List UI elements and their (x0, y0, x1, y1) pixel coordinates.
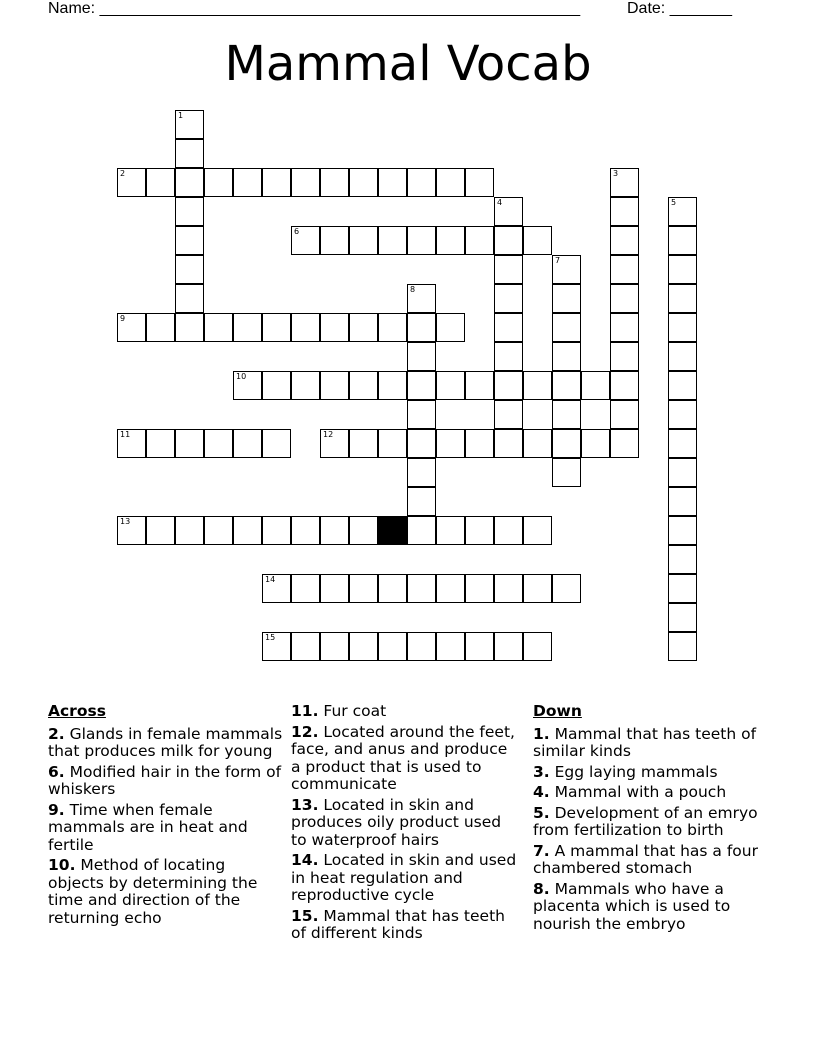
clue-number: 11 (120, 430, 131, 439)
grid-cell[interactable] (668, 429, 697, 458)
grid-cell[interactable] (175, 168, 204, 197)
clue-number: 14 (265, 575, 276, 584)
grid-cell[interactable] (552, 371, 581, 400)
grid-cell[interactable] (175, 110, 204, 139)
grid-cell[interactable] (610, 371, 639, 400)
clue-number: 7 (555, 256, 561, 265)
grid-cell[interactable] (465, 516, 494, 545)
clue-num: 8. (533, 879, 550, 898)
down-clue (533, 764, 768, 782)
grid-cell[interactable] (436, 632, 465, 661)
grid-cell[interactable] (668, 197, 697, 226)
across-clue (48, 857, 283, 927)
grid-cell[interactable] (668, 342, 697, 371)
grid-cell[interactable] (349, 516, 378, 545)
clue-text: Mammals who have a placenta which is used to nourish the embryo (533, 879, 731, 933)
clue-num: 5. (533, 803, 550, 822)
grid-cell[interactable] (262, 168, 291, 197)
clue-number: 13 (120, 517, 131, 526)
clue-num: 10. (48, 856, 76, 874)
grid-cell[interactable] (349, 632, 378, 661)
clue-text: Mammal that has teeth of different kinds (291, 906, 505, 942)
clue-text: Mammal with a pouch (549, 783, 727, 801)
clue-num: 6. (48, 762, 65, 781)
grid-cell[interactable] (117, 429, 146, 458)
grid-cell[interactable] (349, 313, 378, 342)
grid-cell[interactable] (668, 255, 697, 284)
down-clue (533, 881, 768, 934)
grid-cell[interactable] (291, 371, 320, 400)
grid-cell[interactable] (494, 429, 523, 458)
grid-cell[interactable] (668, 313, 697, 342)
across-clue (291, 724, 521, 794)
grid-cell[interactable] (262, 429, 291, 458)
grid-cell[interactable] (610, 168, 639, 197)
grid-cell[interactable] (407, 371, 436, 400)
grid-cell[interactable] (407, 574, 436, 603)
clue-number: 3 (613, 169, 619, 178)
grid-cell[interactable] (378, 574, 407, 603)
grid-cell[interactable] (407, 400, 436, 429)
grid-cell[interactable] (407, 284, 436, 313)
name-field[interactable]: Name: ______________________________________________________ (48, 0, 581, 17)
grid-cell[interactable] (320, 313, 349, 342)
grid-cell[interactable] (436, 574, 465, 603)
grid-cell[interactable] (552, 255, 581, 284)
clue-number: 1 (178, 111, 184, 120)
clue-number: 6 (294, 227, 300, 236)
grid-cell[interactable] (262, 313, 291, 342)
grid-cell[interactable] (523, 429, 552, 458)
clue-number: 15 (265, 633, 276, 642)
grid-cell[interactable] (610, 313, 639, 342)
clue-text: Fur coat (318, 702, 387, 720)
grid-cell[interactable] (407, 458, 436, 487)
clue-num: 14. (291, 851, 319, 869)
grid-cell[interactable] (262, 574, 291, 603)
grid-cell[interactable] (204, 516, 233, 545)
clue-num: 9. (48, 800, 65, 819)
grid-cell[interactable] (204, 313, 233, 342)
grid-cell[interactable] (668, 371, 697, 400)
grid-cell[interactable] (494, 371, 523, 400)
grid-cell[interactable] (233, 371, 262, 400)
grid-cell[interactable] (407, 516, 436, 545)
grid-cell[interactable] (175, 255, 204, 284)
grid-cell[interactable] (349, 574, 378, 603)
grid-cell[interactable] (523, 516, 552, 545)
across-clue (48, 802, 283, 855)
clue-text: Glands in female mammals that produces milk for young (48, 724, 283, 760)
grid-cell[interactable] (494, 400, 523, 429)
grid-cell[interactable] (378, 429, 407, 458)
grid-cell[interactable] (175, 429, 204, 458)
grid-cell[interactable] (262, 516, 291, 545)
grid-cell[interactable] (494, 255, 523, 284)
grid-cell[interactable] (349, 226, 378, 255)
grid-cell[interactable] (378, 371, 407, 400)
grid-cell[interactable] (552, 574, 581, 603)
grid-cell[interactable] (552, 429, 581, 458)
grid-cell[interactable] (117, 516, 146, 545)
down-clue (533, 726, 768, 761)
grid-cell[interactable] (610, 400, 639, 429)
across-clue (291, 908, 521, 943)
grid-cell[interactable] (668, 226, 697, 255)
grid-cell[interactable] (233, 429, 262, 458)
grid-cell[interactable] (291, 226, 320, 255)
across-heading: Across (48, 702, 106, 720)
grid-cell[interactable] (610, 226, 639, 255)
grid-cell[interactable] (610, 342, 639, 371)
grid-cell[interactable] (610, 197, 639, 226)
grid-cell[interactable] (378, 168, 407, 197)
across-clue (48, 726, 283, 761)
grid-cell[interactable] (494, 632, 523, 661)
grid-cell[interactable] (291, 313, 320, 342)
clue-number: 12 (323, 430, 334, 439)
grid-cell[interactable] (204, 429, 233, 458)
grid-cell[interactable] (465, 632, 494, 661)
grid-cell[interactable] (494, 516, 523, 545)
across-clue (48, 764, 283, 799)
grid-cell[interactable] (494, 197, 523, 226)
grid-cell[interactable] (320, 516, 349, 545)
grid-cell[interactable] (291, 574, 320, 603)
grid-cell[interactable] (552, 342, 581, 371)
grid-cell[interactable] (117, 168, 146, 197)
grid-cell[interactable] (436, 168, 465, 197)
across-clue (291, 852, 521, 905)
grid-cell[interactable] (233, 168, 262, 197)
grid-cell[interactable] (320, 168, 349, 197)
grid-cell[interactable] (436, 313, 465, 342)
clues-column-2 (291, 703, 521, 946)
down-clue (533, 805, 768, 840)
grid-cell[interactable] (436, 371, 465, 400)
grid-cell[interactable] (494, 226, 523, 255)
clue-num: 3. (533, 762, 550, 781)
grid-cell[interactable] (233, 313, 262, 342)
grid-cell[interactable] (407, 313, 436, 342)
grid-cell[interactable] (523, 632, 552, 661)
clue-text: Located in skin and used in heat regulation and reproductive cycle (291, 851, 517, 904)
grid-cell[interactable] (668, 400, 697, 429)
clue-text: Mammal that has teeth of similar kinds (533, 724, 757, 760)
grid-cell[interactable] (146, 168, 175, 197)
grid-cell[interactable] (175, 313, 204, 342)
clue-num: 2. (48, 724, 65, 743)
grid-cell[interactable] (117, 313, 146, 342)
grid-cell[interactable] (175, 516, 204, 545)
clue-number: 9 (120, 314, 126, 323)
grid-cell[interactable] (291, 168, 320, 197)
grid-cell[interactable] (407, 487, 436, 516)
grid-cell[interactable] (494, 313, 523, 342)
grid-cell[interactable] (146, 313, 175, 342)
clue-number: 8 (410, 285, 416, 294)
grid-cell[interactable] (407, 226, 436, 255)
grid-cell[interactable] (552, 400, 581, 429)
grid-cell[interactable] (320, 632, 349, 661)
down-clue (533, 843, 768, 878)
grid-cell[interactable] (668, 574, 697, 603)
clues-column-3 (533, 703, 768, 936)
grid-cell[interactable] (175, 226, 204, 255)
clue-text: A mammal that has a four chambered stomach (533, 841, 758, 877)
grid-cell[interactable] (204, 168, 233, 197)
grid-cell[interactable] (407, 342, 436, 371)
clue-num: 15. (291, 906, 319, 925)
grid-cell[interactable] (494, 342, 523, 371)
grid-cell[interactable] (668, 632, 697, 661)
clue-text: Method of locating objects by determining the time and direction of the returning echo (48, 856, 258, 927)
grid-cell[interactable] (552, 458, 581, 487)
clue-num: 12. (291, 722, 319, 741)
grid-cell[interactable] (465, 226, 494, 255)
clue-num: 7. (533, 841, 550, 860)
grid-cell[interactable] (407, 429, 436, 458)
grid-cell[interactable] (146, 429, 175, 458)
grid-cell[interactable] (668, 284, 697, 313)
grid-cell[interactable] (320, 371, 349, 400)
grid-cell[interactable] (523, 574, 552, 603)
grid-cell[interactable] (436, 516, 465, 545)
grid-cell[interactable] (378, 632, 407, 661)
clue-text: Time when female mammals are in heat and fertile (48, 800, 248, 854)
down-heading: Down (533, 702, 582, 720)
grid-cell[interactable] (610, 429, 639, 458)
grid-cell[interactable] (610, 255, 639, 284)
grid-cell[interactable] (610, 284, 639, 313)
down-clue (533, 784, 768, 802)
grid-cell[interactable] (465, 168, 494, 197)
clue-text: Egg laying mammals (549, 762, 718, 781)
grid-cell[interactable] (378, 226, 407, 255)
across-clue (291, 797, 521, 850)
grid-cell[interactable] (668, 603, 697, 632)
page-title: Mammal Vocab (224, 36, 592, 92)
grid-cell[interactable] (320, 226, 349, 255)
grid-cell[interactable] (552, 284, 581, 313)
grid-cell[interactable] (668, 516, 697, 545)
grid-cell[interactable] (175, 197, 204, 226)
grid-cell[interactable] (523, 371, 552, 400)
grid-cell[interactable] (349, 429, 378, 458)
clue-text: Development of an emryo from fertilization to birth (533, 803, 758, 839)
clues-column-1 (48, 703, 283, 930)
clue-number: 2 (120, 169, 126, 178)
clue-number: 4 (497, 198, 503, 207)
clue-number: 10 (236, 372, 247, 381)
black-cell (378, 516, 407, 545)
date-field[interactable]: Date: _______ (627, 0, 732, 17)
grid-cell[interactable] (146, 516, 175, 545)
grid-cell[interactable] (407, 168, 436, 197)
grid-cell[interactable] (465, 371, 494, 400)
grid-cell[interactable] (668, 487, 697, 516)
grid-cell[interactable] (175, 139, 204, 168)
grid-cell[interactable] (262, 371, 291, 400)
grid-cell[interactable] (465, 429, 494, 458)
grid-cell[interactable] (320, 574, 349, 603)
grid-cell[interactable] (349, 168, 378, 197)
grid-cell[interactable] (581, 429, 610, 458)
grid-cell[interactable] (523, 226, 552, 255)
grid-cell[interactable] (349, 371, 378, 400)
grid-cell[interactable] (233, 516, 262, 545)
clue-num: 11. (291, 702, 319, 720)
grid-cell[interactable] (494, 284, 523, 313)
grid-cell[interactable] (436, 429, 465, 458)
grid-cell[interactable] (291, 632, 320, 661)
grid-cell[interactable] (407, 632, 436, 661)
clue-text: Located around the feet, face, and anus and produce a product that is used to communicate (291, 722, 515, 793)
clue-num: 1. (533, 724, 550, 743)
grid-cell[interactable] (175, 284, 204, 313)
grid-cell[interactable] (378, 313, 407, 342)
grid-cell[interactable] (320, 429, 349, 458)
clue-text: Modified hair in the form of whiskers (48, 762, 282, 798)
across-clue (291, 703, 521, 721)
clue-num: 13. (291, 795, 319, 814)
grid-cell[interactable] (668, 458, 697, 487)
grid-cell[interactable] (494, 574, 523, 603)
grid-cell[interactable] (436, 226, 465, 255)
grid-cell[interactable] (552, 313, 581, 342)
grid-cell[interactable] (291, 516, 320, 545)
clue-text: Located in skin and produces oily product used to waterproof hairs (291, 795, 502, 849)
clue-num: 4. (533, 783, 550, 801)
grid-cell[interactable] (668, 545, 697, 574)
grid-cell[interactable] (262, 632, 291, 661)
grid-cell[interactable] (581, 371, 610, 400)
grid-cell[interactable] (465, 574, 494, 603)
clue-number: 5 (671, 198, 677, 207)
